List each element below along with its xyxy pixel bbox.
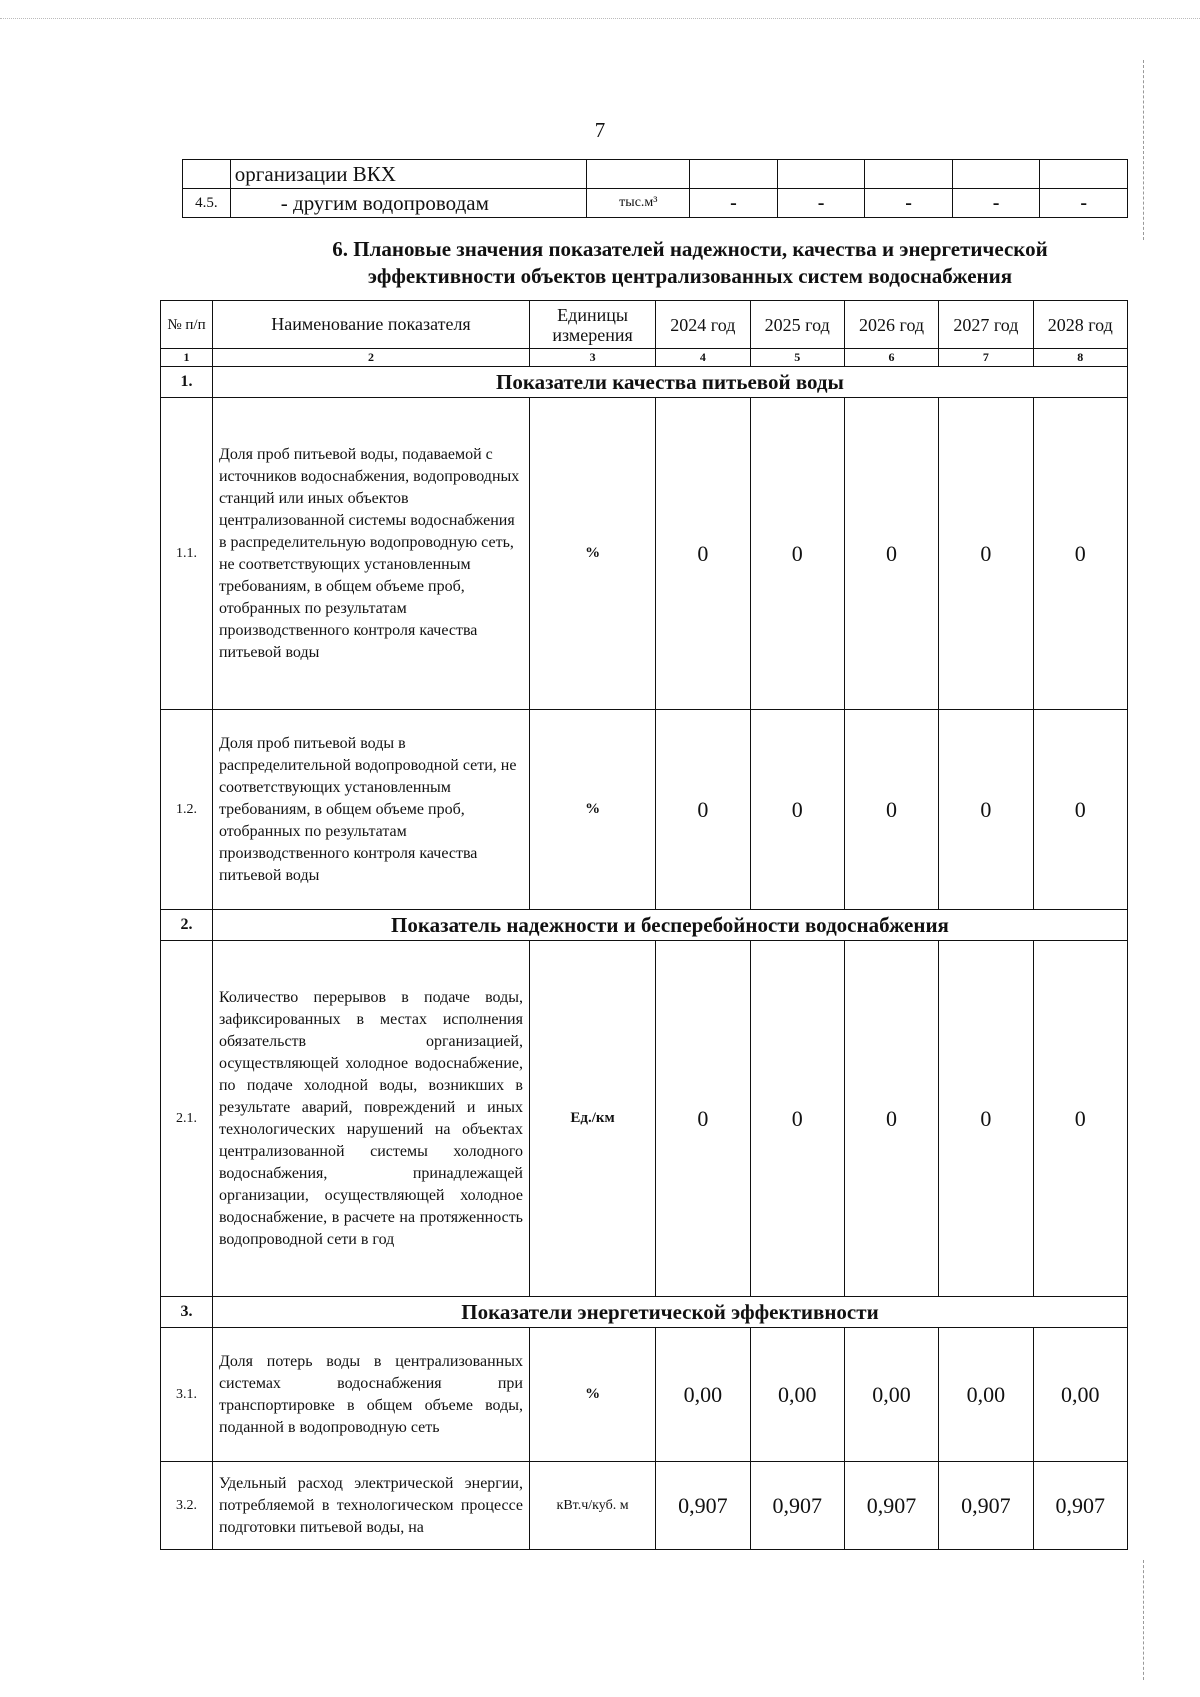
section-title-line: 6. Плановые значения показателей надежности, качества и энергетической bbox=[332, 237, 1048, 261]
value-cell: - bbox=[1040, 189, 1128, 218]
section-number: 2. bbox=[161, 910, 213, 941]
value-cell: 0,00 bbox=[656, 1328, 750, 1462]
section-title bbox=[260, 236, 1120, 290]
header-year: 2026 год bbox=[844, 301, 938, 349]
value-cell bbox=[777, 160, 865, 189]
value-cell: 0 bbox=[1033, 398, 1127, 710]
value-cell: 0 bbox=[656, 941, 750, 1297]
table-row bbox=[161, 941, 1128, 1297]
indicator-unit: % bbox=[529, 1328, 655, 1462]
value-cell: 0 bbox=[750, 398, 844, 710]
value-cell bbox=[1040, 160, 1128, 189]
value-cell: 0,907 bbox=[656, 1462, 750, 1550]
value-cell: 0 bbox=[939, 941, 1033, 1297]
value-cell: 0,907 bbox=[844, 1462, 938, 1550]
table-row bbox=[161, 710, 1128, 910]
value-cell: 0 bbox=[656, 710, 750, 910]
section-row bbox=[161, 1297, 1128, 1328]
value-cell: 0,00 bbox=[939, 1328, 1033, 1462]
value-cell: - bbox=[952, 189, 1040, 218]
indicator-unit: % bbox=[529, 398, 655, 710]
row-number: 1.2. bbox=[161, 710, 213, 910]
header-name: Наименование показателя bbox=[212, 301, 529, 349]
indicator-unit: кВт.ч/куб. м bbox=[529, 1462, 655, 1550]
value-cell: 0,00 bbox=[750, 1328, 844, 1462]
value-cell: 0 bbox=[750, 710, 844, 910]
column-index: 8 bbox=[1033, 349, 1127, 367]
value-cell: 0,907 bbox=[750, 1462, 844, 1550]
value-cell: 0 bbox=[844, 398, 938, 710]
indicator-unit: Ед./км bbox=[529, 941, 655, 1297]
indicator-name: Доля проб питьевой воды в распределительной водопроводной сети, не соответствующих установленным требованиям, в общем объеме проб, отобранных по результатам производственного контроля качества питьевой воды bbox=[212, 710, 529, 910]
column-index: 4 bbox=[656, 349, 750, 367]
table-row bbox=[161, 1328, 1128, 1462]
row-unit bbox=[587, 160, 690, 189]
header-row bbox=[161, 301, 1128, 349]
value-cell: 0 bbox=[1033, 941, 1127, 1297]
section-heading: Показатели энергетической эффективности bbox=[212, 1297, 1127, 1328]
value-cell bbox=[952, 160, 1040, 189]
table-row bbox=[161, 1462, 1128, 1550]
value-cell: 0 bbox=[844, 710, 938, 910]
header-year: 2028 год bbox=[1033, 301, 1127, 349]
header-num: № п/п bbox=[161, 301, 213, 349]
row-number: 2.1. bbox=[161, 941, 213, 1297]
scan-top-edge bbox=[0, 18, 1200, 20]
section-number: 1. bbox=[161, 367, 213, 398]
indicator-name: Доля потерь воды в централизованных системах водоснабжения при транспортировке в общем объеме воды, поданной в водопроводную сеть bbox=[212, 1328, 529, 1462]
table-row bbox=[183, 189, 1128, 218]
value-cell: 0 bbox=[939, 710, 1033, 910]
section-title-line: эффективности объектов централизованных систем водоснабжения bbox=[367, 264, 1013, 288]
value-cell: - bbox=[865, 189, 953, 218]
section-heading: Показатели качества питьевой воды bbox=[212, 367, 1127, 398]
value-cell: - bbox=[777, 189, 865, 218]
table-row bbox=[183, 160, 1128, 189]
indicator-name: Количество перерывов в подаче воды, зафиксированных в местах исполнения обязательств организацией, осуществляющей холодное водоснабжение, по подаче холодной воды, возникших в результате аварий, повреждений и иных технологических нарушений на объектах централизованной системы холодного водоснабжения, принадлежащей организации, осуществляющей холодное водоснабжение, в расчете на протяженность водопроводной сети в год bbox=[212, 941, 529, 1297]
row-number bbox=[183, 160, 231, 189]
scan-edge-mark bbox=[1143, 60, 1144, 240]
value-cell: 0 bbox=[939, 398, 1033, 710]
indicator-name: Удельный расход электрической энергии, потребляемой в технологическом процессе подготовки питьевой воды, на bbox=[212, 1462, 529, 1550]
value-cell: 0,907 bbox=[939, 1462, 1033, 1550]
value-cell bbox=[865, 160, 953, 189]
row-unit: тыс.м³ bbox=[587, 189, 690, 218]
value-cell: 0 bbox=[656, 398, 750, 710]
header-unit: Единицы измерения bbox=[529, 301, 655, 349]
section-number: 3. bbox=[161, 1297, 213, 1328]
column-index: 2 bbox=[212, 349, 529, 367]
value-cell: 0 bbox=[750, 941, 844, 1297]
scan-edge-mark bbox=[1143, 1560, 1144, 1680]
value-cell: 0,00 bbox=[1033, 1328, 1127, 1462]
value-cell: 0,00 bbox=[844, 1328, 938, 1462]
header-year: 2024 год bbox=[656, 301, 750, 349]
row-number: 1.1. bbox=[161, 398, 213, 710]
column-index: 3 bbox=[529, 349, 655, 367]
page-number: 7 bbox=[594, 118, 606, 142]
indicator-unit: % bbox=[529, 710, 655, 910]
row-number: 4.5. bbox=[183, 189, 231, 218]
row-number: 3.1. bbox=[161, 1328, 213, 1462]
value-cell: 0 bbox=[844, 941, 938, 1297]
column-index: 7 bbox=[939, 349, 1033, 367]
section-row bbox=[161, 367, 1128, 398]
value-cell: 0,907 bbox=[1033, 1462, 1127, 1550]
header-year: 2025 год bbox=[750, 301, 844, 349]
table-row bbox=[161, 398, 1128, 710]
value-cell: - bbox=[690, 189, 778, 218]
indicator-name: Доля проб питьевой воды, подаваемой с источников водоснабжения, водопроводных станций или иных объектов централизованной системы водоснабжения в распределительную водопроводную сеть, не соответствующих установленным требованиям, в общем объеме проб, отобранных по результатам производственного контроля качества питьевой воды bbox=[212, 398, 529, 710]
value-cell: 0 bbox=[1033, 710, 1127, 910]
column-index: 6 bbox=[844, 349, 938, 367]
header-year: 2027 год bbox=[939, 301, 1033, 349]
column-index-row bbox=[161, 349, 1128, 367]
value-cell bbox=[690, 160, 778, 189]
continuation-table bbox=[182, 159, 1128, 218]
row-name: - другим водопроводам bbox=[230, 189, 587, 218]
section-row bbox=[161, 910, 1128, 941]
section-heading: Показатель надежности и бесперебойности водоснабжения bbox=[212, 910, 1127, 941]
row-name: организации ВКХ bbox=[230, 160, 587, 189]
indicators-table bbox=[160, 300, 1128, 1550]
column-index: 1 bbox=[161, 349, 213, 367]
row-number: 3.2. bbox=[161, 1462, 213, 1550]
column-index: 5 bbox=[750, 349, 844, 367]
